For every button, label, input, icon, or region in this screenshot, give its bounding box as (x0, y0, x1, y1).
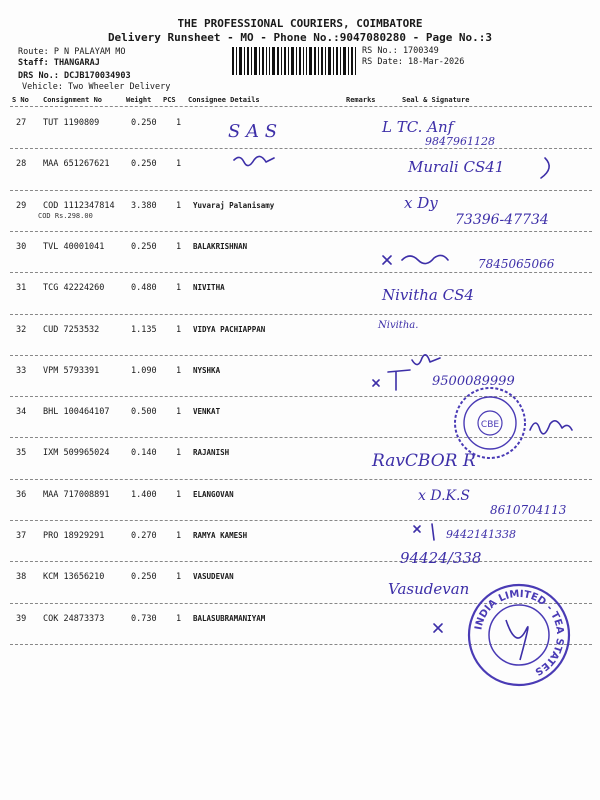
cell-pcs: 1 (176, 531, 182, 541)
hw-r34-signature (530, 421, 572, 434)
cbe-stamp-text: CBE (480, 420, 500, 430)
cell-pcs: 1 (176, 489, 182, 500)
hw-r39-mark (434, 624, 442, 632)
cell-sno: 30 (16, 241, 27, 252)
cell-sno: 38 (16, 572, 27, 583)
cell-consignment-no: KCM 13656210 (43, 572, 105, 583)
col-seal: Seal & Signature (402, 96, 470, 104)
hw-r29-phone: 73396-47734 (455, 212, 549, 228)
hw-r30-signature (383, 255, 448, 264)
cbe-stamp (452, 385, 528, 461)
hw-r29-signature: x Dy (404, 194, 438, 212)
col-weight: Weight (126, 96, 152, 104)
cell-consignee: RAMYA KAMESH (193, 531, 248, 540)
hw-r27-phone: 9847961128 (425, 135, 495, 148)
cell-weight: 0.270 (131, 531, 157, 541)
cell-sno: 28 (16, 159, 27, 170)
cod-amount: COD Rs.298.00 (38, 212, 93, 220)
hw-r36-phone: 8610704113 (490, 503, 567, 517)
hw-r28-signature: Murali CS41 (408, 158, 505, 176)
cell-weight: 0.730 (131, 613, 157, 624)
cell-consignee: ELANGOVAN (193, 489, 234, 499)
hw-r38-signature: Vasudevan (388, 580, 470, 598)
cell-sno: 36 (16, 489, 27, 500)
hw-r33-signature (373, 355, 440, 390)
cell-weight: 1.090 (131, 365, 157, 376)
cell-consignee: RAJANISH (193, 448, 230, 458)
cell-pcs: 1 (176, 448, 182, 459)
rs-date: RS Date: 18-Mar-2026 (362, 57, 465, 67)
hw-r28-consignee-scribble (234, 156, 274, 165)
hw-r31-signature: Nivitha CS4 (382, 286, 474, 304)
vehicle-label: Vehicle: Two Wheeler Delivery (22, 82, 171, 92)
hw-r32-signature: Nivitha. (378, 320, 419, 331)
cell-consignment-no: IXM 509965024 (43, 448, 110, 459)
cell-consignee: VIDYA PACHIAPPAN (193, 324, 266, 334)
hw-r30-phone: 7845065066 (478, 257, 555, 271)
cell-consignment-no: BHL 100464107 (43, 407, 110, 418)
drs-number: DRS No.: DCJB170034903 (18, 71, 131, 81)
cell-weight: 0.140 (131, 448, 157, 459)
cell-sno: 31 (16, 283, 27, 294)
col-sno: S No (12, 96, 29, 104)
company-title: THE PROFESSIONAL COURIERS, COIMBATORE (177, 17, 423, 30)
cell-weight: 0.250 (131, 572, 157, 583)
cell-consignment-no: TUT 1190809 (43, 118, 100, 128)
cell-consignee: Yuvaraj Palanisamy (193, 200, 275, 210)
svg-text:INDIA LIMITED - TEA STATES (473, 589, 565, 677)
cell-pcs: 1 (176, 241, 182, 252)
hw-r37-phone-2: 94424/338 (400, 549, 482, 567)
col-pcs: PCS (163, 96, 176, 104)
cell-weight: 0.250 (131, 118, 157, 128)
cell-sno: 29 (16, 200, 27, 211)
hw-r37-phone: 9442141338 (446, 528, 516, 541)
hw-r33-phone: 9500089999 (432, 374, 515, 389)
cell-pcs: 1 (176, 200, 182, 211)
cell-sno: 39 (16, 613, 27, 624)
cell-sno: 33 (16, 365, 27, 376)
cell-consignee: VENKAT (193, 407, 221, 417)
company-stamp-text: INDIA LIMITED - TEA STATES (473, 588, 566, 677)
runsheet-subtitle: Delivery Runsheet - MO - Phone No.:9047080280 - Page No.:3 (107, 31, 493, 44)
cell-consignment-no: COD 1112347814 (43, 200, 115, 211)
cell-consignee: NYSHKA (193, 365, 221, 375)
cell-pcs: 1 (176, 572, 182, 583)
cell-consignment-no: TVL 40001041 (43, 241, 105, 252)
route-label: Route: P N PALAYAM MO (18, 47, 126, 57)
hw-r37-mark (414, 524, 434, 540)
cell-consignment-no: TCG 42224260 (43, 283, 105, 294)
cell-weight: 1.400 (131, 489, 157, 500)
cell-sno: 34 (16, 407, 27, 418)
staff-label: Staff: THANGARAJ (18, 58, 100, 68)
cell-pcs: 1 (176, 613, 182, 624)
rs-number: RS No.: 1700349 (362, 46, 439, 56)
cell-consignee: NIVITHA (193, 283, 225, 293)
cell-pcs: 1 (176, 365, 182, 376)
cell-weight: 0.480 (131, 283, 157, 294)
cell-weight: 0.250 (131, 241, 157, 252)
cell-consignee: BALAKRISHNAN (193, 241, 248, 251)
cell-pcs: 1 (176, 159, 182, 170)
cell-pcs: 1 (176, 407, 182, 418)
cell-weight: 3.380 (131, 200, 157, 211)
hw-r27-consignee: S A S (228, 121, 278, 142)
col-remarks: Remarks (346, 96, 376, 104)
cell-consignee: VASUDEVAN (193, 572, 234, 582)
cell-weight: 0.250 (131, 159, 157, 170)
cell-consignment-no: CUD 7253532 (43, 324, 100, 335)
hw-r35-signature: RavCBOR R (372, 451, 476, 471)
cell-sno: 27 (16, 118, 27, 128)
cell-pcs: 1 (176, 118, 182, 128)
cell-consignment-no: MAA 717008891 (43, 489, 110, 500)
cell-consignment-no: MAA 651267621 (43, 159, 110, 170)
cell-weight: 1.135 (131, 324, 157, 335)
cell-sno: 32 (16, 324, 27, 335)
hw-r36-signature: x D.K.S (418, 488, 471, 504)
cell-pcs: 1 (176, 324, 182, 335)
cell-consignment-no: COK 24873373 (43, 613, 105, 624)
company-round-stamp (464, 580, 574, 690)
col-consignee: Consignee Details (188, 96, 260, 104)
cell-sno: 37 (16, 531, 27, 541)
cell-pcs: 1 (176, 283, 182, 294)
cell-sno: 35 (16, 448, 27, 459)
cell-consignee: BALASUBRAMANIYAM (193, 613, 266, 623)
hw-r28-flourish (541, 158, 549, 178)
col-consignment: Consignment No (43, 96, 103, 104)
cell-weight: 0.500 (131, 407, 157, 418)
hw-r27-signature: L TC. Anf (382, 118, 454, 136)
cell-consignment-no: VPM 5793391 (43, 365, 100, 376)
cell-consignment-no: PRO 18929291 (43, 531, 105, 541)
